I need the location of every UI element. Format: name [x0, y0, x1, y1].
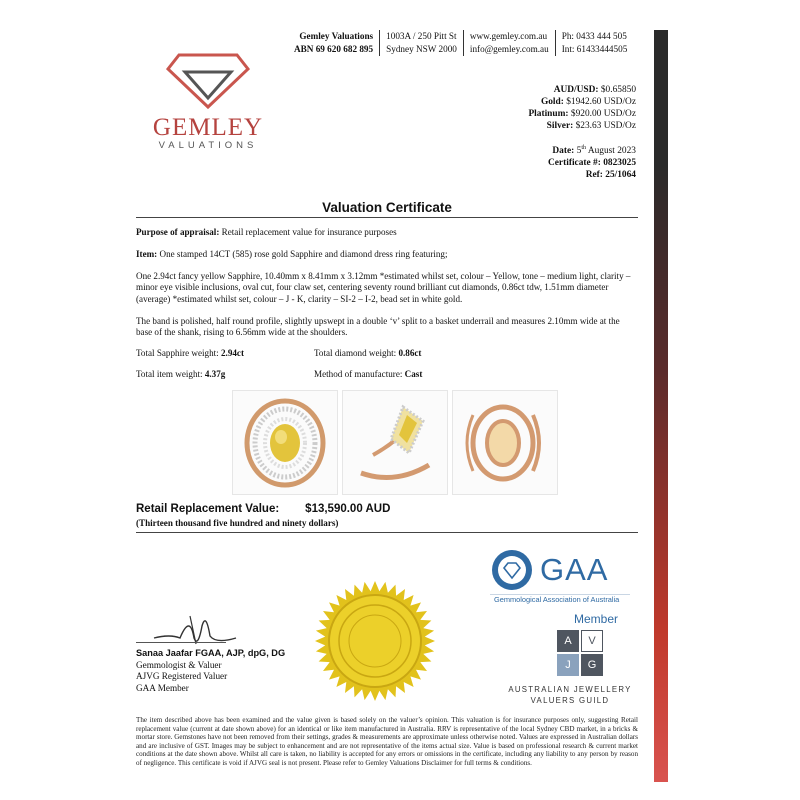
date-suffix: th: [581, 145, 586, 151]
sapphire-weight-label: Total Sapphire weight:: [136, 348, 219, 358]
ref-value: 25/1064: [605, 170, 636, 181]
date-day: 5: [576, 146, 582, 157]
date-label: Date:: [552, 146, 575, 157]
gaa-member-badge: [490, 548, 640, 626]
item-weight-value: 4.37g: [204, 369, 226, 379]
signature-line: [136, 642, 226, 643]
valuer-role3: GAA Member: [136, 682, 189, 693]
silver-label: Silver:: [546, 121, 574, 131]
ring-top-image: [237, 395, 333, 491]
ref-label: Ref:: [585, 170, 603, 181]
ajvg-letter-a: A: [557, 630, 579, 652]
phone: Ph: 0433 444 505: [561, 31, 627, 41]
item-text: One stamped 14CT (585) rose gold Sapphire and diamond dress ring featuring;: [159, 249, 448, 259]
method-label: Method of manufacture:: [314, 369, 403, 379]
contact-web-col: [464, 30, 556, 56]
company-abn: ABN 69 620 682 895: [294, 44, 374, 54]
rrv-words: (Thirteen thousand five hundred and ninety dollars): [136, 518, 339, 528]
website-link[interactable]: www.gemley.com.au: [469, 31, 548, 41]
item-label: Item:: [136, 249, 158, 259]
ring-photo-back: [452, 390, 558, 495]
logo-name: GEMLEY: [152, 114, 264, 141]
ajvg-letter-j: J: [557, 654, 579, 676]
date-rest: August 2023: [587, 146, 636, 157]
cert-number-label: Certificate #:: [548, 158, 601, 169]
sapphire-weight-value: 2.94ct: [221, 348, 244, 358]
rrv-label: Retail Replacement Value:: [136, 503, 280, 515]
cert-number-value: 0823025: [603, 158, 636, 169]
ajvg-logo: [500, 630, 640, 706]
email-link[interactable]: info@gemley.com.au: [469, 44, 549, 54]
company-name: Gemley Valuations: [299, 31, 374, 41]
purpose-label: Purpose of appraisal:: [136, 227, 220, 237]
ring-photos: [232, 390, 558, 495]
specs-row: [136, 369, 496, 390]
ajvg-line2: VALUERS GUILD: [530, 696, 610, 705]
purpose-text: Retail replacement value for insurance purposes: [221, 227, 397, 237]
valuer-role1: Gemmologist & Valuer: [136, 659, 222, 670]
gaa-seal-icon: [490, 548, 534, 592]
specs-table: [136, 348, 496, 390]
valuer-name: Sanaa Jaafar FGAA, AJP, dpG, DG: [136, 648, 286, 658]
ajvg-gold-seal-icon: [310, 576, 440, 706]
contact-company-col: [288, 30, 380, 56]
ring-photo-side: [342, 390, 448, 495]
diamond-weight-value: 0.86ct: [398, 348, 422, 358]
ring-back-image: [457, 395, 553, 491]
metal-rates: [528, 84, 636, 132]
address-line1: 1003A / 250 Pitt St: [386, 31, 457, 41]
audusd-label: AUD/USD:: [553, 85, 599, 95]
certificate-info: [548, 142, 636, 181]
gemley-logo: [148, 52, 268, 151]
accent-strip: [654, 30, 668, 782]
purpose-line: [136, 227, 638, 238]
logo-sub: VALUATIONS: [158, 140, 258, 151]
gaa-assoc: Gemmological Association of Australia: [490, 594, 630, 604]
retail-replacement-value: [136, 503, 390, 515]
ajvg-grid: [557, 630, 603, 676]
valuer-block: [136, 648, 285, 694]
rrv-divider: [136, 532, 638, 533]
gaa-text: GAA: [540, 552, 609, 587]
intl-phone: Int: 61433444505: [561, 44, 628, 54]
address-line2: Sydney NSW 2000: [386, 44, 457, 54]
gold-value: $1942.60 USD/Oz: [566, 97, 636, 107]
disclaimer-text: The item described above has been examined and the value given is based solely on the valuer’s opinion. This valuation is for insurance purposes only, suggesting Retail replacement value (current at date shown above) for an identical or like item manufactured in Australia. RRV is representative of the local Sydney CBD market, in a bricks & mortar store. Gemstones have not been removed from their settings, grades & measurements are approximate unless otherwise noted. Values are expressed in Australian dollars and are inclusive of GST. Images may be subject to enhancement and are not representative of the items actual size. Value is based on professional research & current market conditions at the date shown above. Whilst all care is taken, no liability is accepted for any errors or omissions in the certificate, including any liability to any person by reason of negligence. This certificate is void if AJVG seal is not present. Please refer to Gemley Valuations Disclaimer for full terms & conditions.: [136, 716, 638, 767]
ajvg-letter-g: G: [581, 654, 603, 676]
contact-phone-col: [556, 30, 634, 56]
platinum-value: $920.00 USD/Oz: [570, 109, 636, 119]
diamond-logo-icon: [165, 52, 251, 110]
contact-header: [288, 30, 633, 56]
silver-value: $23.63 USD/Oz: [575, 121, 636, 131]
ajvg-letter-v: V: [581, 630, 603, 652]
page-title: Valuation Certificate: [322, 200, 452, 215]
specs-row: [136, 348, 496, 369]
contact-address-col: [380, 30, 464, 56]
audusd-value: $0.65850: [600, 85, 636, 95]
ring-photo-top: [232, 390, 338, 495]
valuer-role2: AJVG Registered Valuer: [136, 671, 228, 682]
stone-description: One 2.94ct fancy yellow Sapphire, 10.40mm x 8.41mm x 3.12mm *estimated whilst set, colour – Yellow, tone – medium light, clarity – minor eye visible inclusions, oval cut, four claw set, centering seventy round brilliant cut diamonds, 0.86ct tdw, 1.51mm diameter (average) *estimated whilst set, colour – J - K, clarity – SI-2 – I-2, bead set in white gold.: [136, 271, 631, 304]
rrv-amount: $13,590.00 AUD: [305, 503, 391, 515]
diamond-weight-label: Total diamond weight:: [314, 348, 397, 358]
method-value: Cast: [404, 369, 423, 379]
item-weight-label: Total item weight:: [136, 369, 203, 379]
title-divider: [136, 217, 638, 218]
gaa-member-label: Member: [573, 612, 618, 626]
ring-side-image: [347, 395, 443, 491]
platinum-label: Platinum:: [528, 109, 569, 119]
item-line: [136, 249, 638, 260]
band-description: The band is polished, half round profile, slightly upswept in a double ‘v’ split to a basket underrail and measures 2.10mm wide at the base of the shank, rising to 6.56mm wide at the shoulders.: [136, 316, 620, 338]
gold-label: Gold:: [540, 97, 564, 107]
ajvg-line1: AUSTRALIAN JEWELLERY: [508, 685, 632, 694]
